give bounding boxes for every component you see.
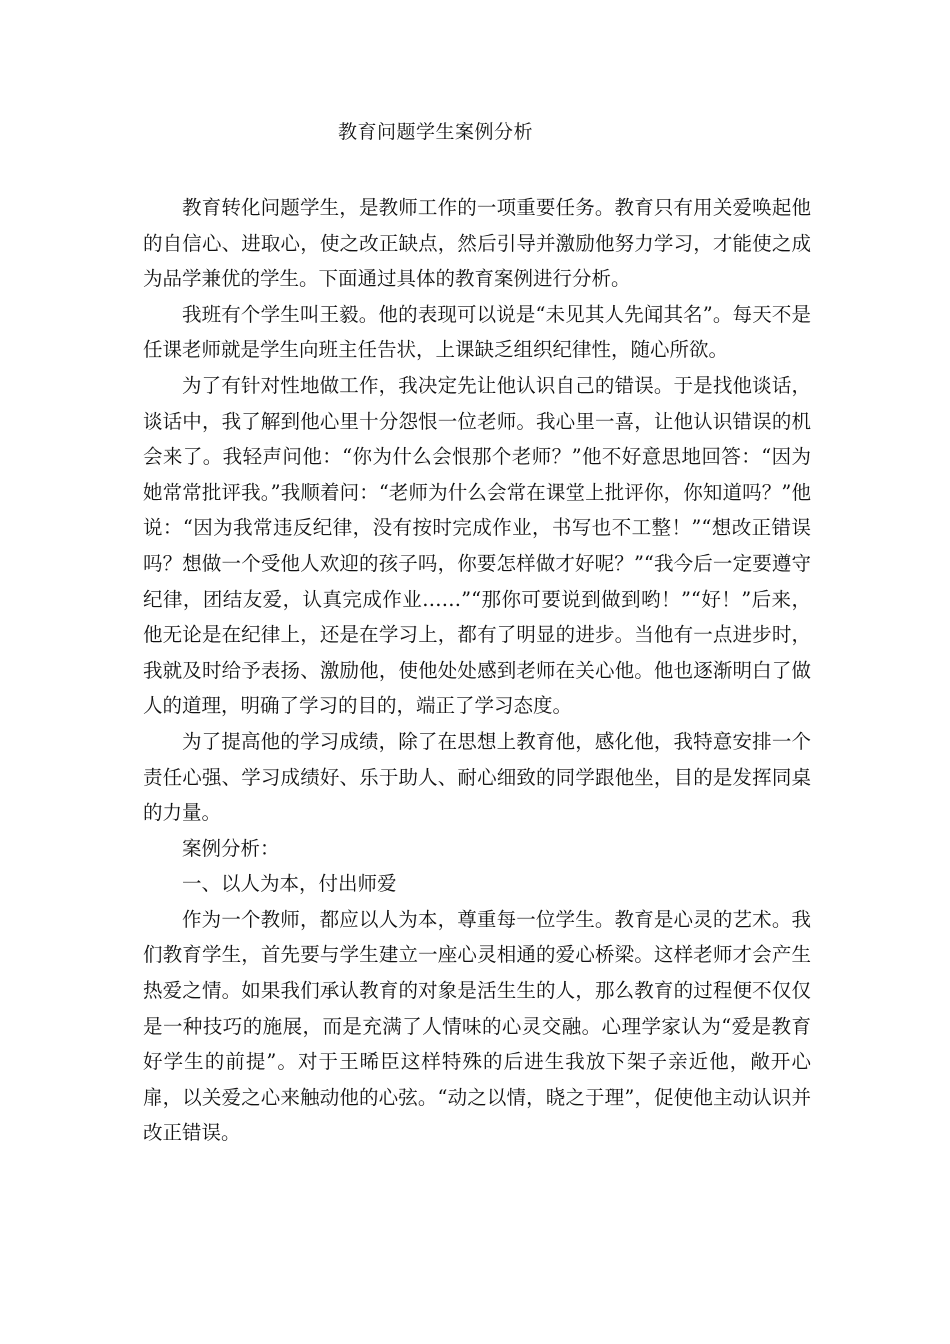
document-body — [143, 190, 811, 1151]
paragraph-desk-partner: 为了提高他的学习成绩，除了在思想上教育他，感化他，我特意安排一个责任心强、学习成绩好、乐于助人、耐心细致的同学跟他坐，目的是发挥同桌的力量。 — [143, 729, 811, 825]
paragraph-student-background: 我班有个学生叫王毅。他的表现可以说是“未见其人先闻其名”。每天不是任课老师就是学生向班主任告状，上课缺乏组织纪律性，随心所欲。 — [143, 302, 811, 362]
document-title: 教育问题学生案例分析 — [338, 121, 534, 143]
section-heading-1: 一、以人为本，付出师爱 — [182, 872, 397, 896]
paragraph-intro: 教育转化问题学生，是教师工作的一项重要任务。教育只有用关爱唤起他的自信心、进取心，使之改正缺点，然后引导并激励他努力学习，才能使之成为品学兼优的学生。下面通过具体的教育案例进行分析。 — [143, 196, 811, 291]
paragraph-case-analysis-heading: 案例分析： — [182, 836, 280, 860]
paragraph-section-1: 作为一个教师，都应以人为本，尊重每一位学生。教育是心灵的艺术。我们教育学生，首先要与学生建立一座心灵相通的爱心桥梁。这样老师才会产生热爱之情。如果我们承认教育的对象是活生生的人，那么教育的过程便不仅仅是一种技巧的施展，而是充满了人情味的心灵交融。心理学家认为“爱是教育好学生的前提”。对于王晞臣这样特殊的后进生我放下架子亲近他，敞开心扉，以关爱之心来触动他的心弦。“动之以情，晓之于理”，促使他主动认识并改正错误。 — [143, 907, 811, 1145]
paragraph-conversation: 为了有针对性地做工作，我决定先让他认识自己的错误。于是找他谈话，谈话中，我了解到他心里十分怨恨一位老师。我心里一喜，让他认识错误的机会来了。我轻声问他：“你为什么会恨那个老师？”他不好意思地回答：“因为她常常批评我。”我顺着问：“老师为什么会常在课堂上批评你，你知道吗？”他说：“因为我常违反纪律，没有按时完成作业，书写也不工整！”“想改正错误吗？想做一个受他人欢迎的孩子吗，你要怎样做才好呢？”“我今后一定要遵守纪律，团结友爱，认真完成作业……”“那你可要说到做到哟！”“好！”后来，他无论是在纪律上，还是在学习上，都有了明显的进步。当他有一点进步时，我就及时给予表扬、激励他，使他处处感到老师在关心他。他也逐渐明白了做人的道理，明确了学习的目的，端正了学习态度。 — [143, 373, 811, 718]
